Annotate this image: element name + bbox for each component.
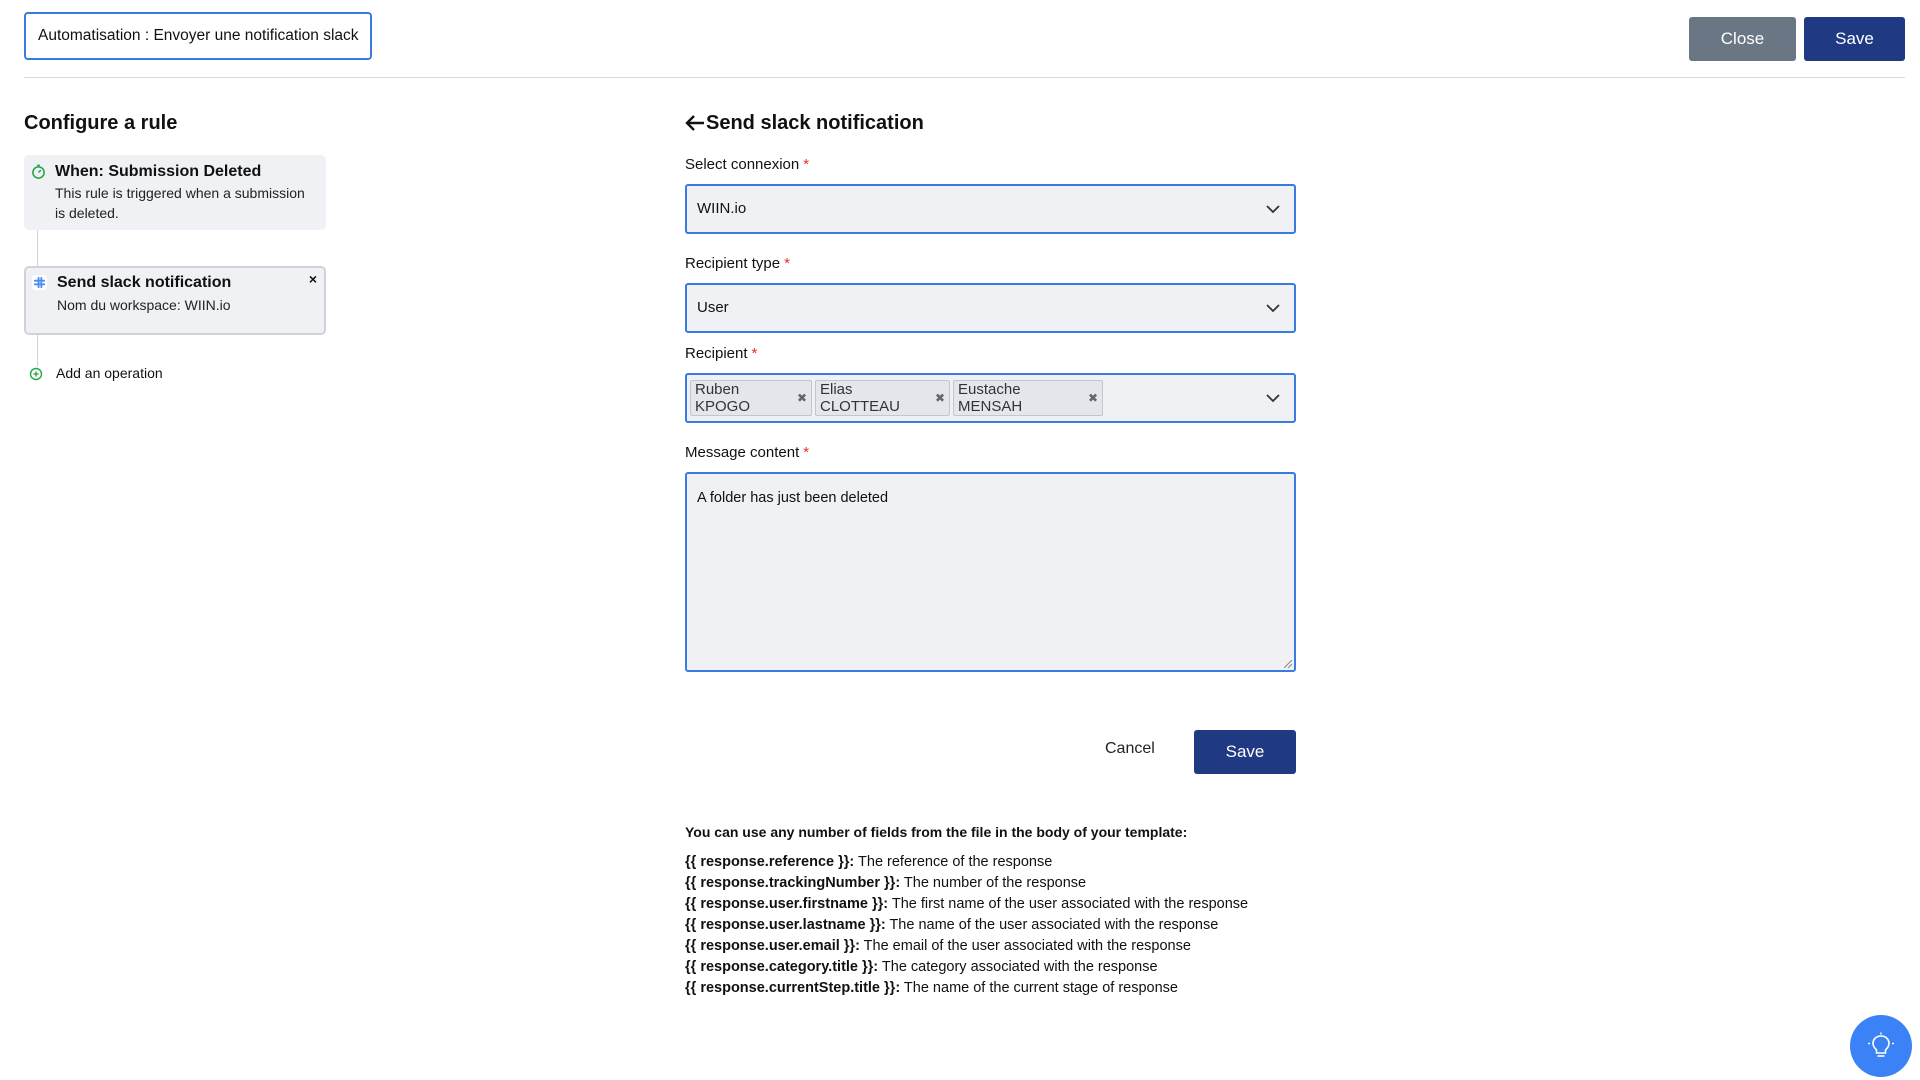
resize-handle-icon[interactable] <box>1284 660 1292 668</box>
form-save-button[interactable]: Save <box>1194 730 1296 774</box>
action-title: Send slack notification <box>57 274 232 291</box>
recipient-tag: Eustache MENSAH ✖ <box>953 380 1103 416</box>
lightbulb-icon <box>1868 1032 1894 1060</box>
recipient-select[interactable] <box>685 373 1296 423</box>
close-button[interactable]: Close <box>1689 17 1796 61</box>
template-field-item: {{ response.user.firstname }}: The first name of the user associated with the response <box>685 896 1249 912</box>
connexion-select[interactable] <box>685 184 1296 234</box>
chevron-down-icon <box>1264 200 1282 218</box>
template-field-item: {{ response.trackingNumber }}: The number of the response <box>685 875 1087 891</box>
message-value: A folder has just been deleted <box>697 490 889 506</box>
chevron-down-icon <box>1264 389 1282 407</box>
connexion-value: WIIN.io <box>697 200 747 217</box>
trigger-title: When: Submission Deleted <box>55 163 262 180</box>
slack-icon <box>32 275 47 290</box>
arrow-left-icon[interactable] <box>684 113 706 138</box>
form-title: Send slack notification <box>706 112 924 134</box>
template-field-item: {{ response.category.title }}: The category associated with the response <box>685 959 1158 975</box>
template-field-item: {{ response.user.email }}: The email of the user associated with the response <box>685 938 1191 954</box>
flow-connector <box>37 230 38 266</box>
template-field-item: {{ response.currentStep.title }}: The name of the current stage of response <box>685 980 1178 996</box>
chevron-down-icon <box>1264 299 1282 317</box>
recipient-tag: Ruben KPOGO ✖ <box>690 380 812 416</box>
help-fab-button[interactable] <box>1850 1015 1912 1077</box>
recipient-label: Recipient * <box>685 345 758 362</box>
timer-icon <box>31 164 46 179</box>
trigger-card[interactable] <box>24 155 326 230</box>
remove-tag-icon[interactable]: ✖ <box>796 391 807 405</box>
cancel-button[interactable]: Cancel <box>1105 740 1155 757</box>
remove-action-icon[interactable]: × <box>308 271 317 287</box>
template-field-item: {{ response.reference }}: The reference of the response <box>685 854 1053 870</box>
recipient-tag: Elias CLOTTEAU ✖ <box>815 380 950 416</box>
header-divider <box>24 77 1905 78</box>
configure-rule-title: Configure a rule <box>24 112 178 134</box>
recipient-type-label: Recipient type * <box>685 255 790 272</box>
add-operation-link[interactable]: Add an operation <box>56 365 163 381</box>
add-operation-icon[interactable] <box>29 367 43 381</box>
connexion-label: Select connexion * <box>685 156 810 173</box>
trigger-description: This rule is triggered when a submission is deleted. <box>55 185 305 221</box>
remove-tag-icon[interactable]: ✖ <box>1087 391 1098 405</box>
template-field-item: {{ response.user.lastname }}: The name of the user associated with the response <box>685 917 1219 933</box>
flow-connector <box>37 335 38 367</box>
message-label: Message content * <box>685 444 810 461</box>
action-card[interactable] <box>24 266 326 335</box>
rule-name-input[interactable]: Automatisation : Envoyer une notification slack <box>24 12 372 60</box>
recipient-type-select[interactable] <box>685 283 1296 333</box>
action-description: Nom du workspace: WIIN.io <box>57 297 231 313</box>
save-button[interactable]: Save <box>1804 17 1905 61</box>
template-help-list <box>685 852 1248 999</box>
remove-tag-icon[interactable]: ✖ <box>934 391 945 405</box>
template-help-title: You can use any number of fields from the file in the body of your template: <box>685 824 1188 840</box>
recipient-type-value: User <box>697 299 729 316</box>
message-textarea[interactable] <box>685 472 1296 672</box>
